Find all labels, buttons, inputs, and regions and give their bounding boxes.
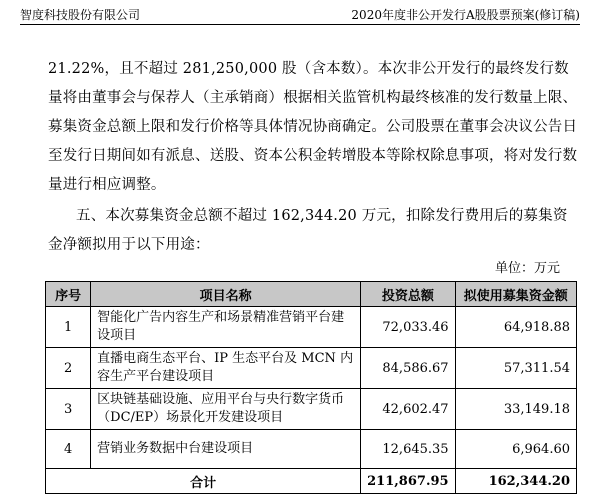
row-no: 1 [46,307,91,348]
paragraph-fund-usage: 五、本次募集资金总额不超过 162,344.20 万元，扣除发行费用后的募集资金净额拟用于以下用途： [48,208,568,253]
paragraph-issuance-quantity: 21.22%，且不超过 281,250,000 股（含本数）。本次非公开发行的最终发行数量将由董事会与保荐人（主承销商）根据相关监管机构最终核准的发行数量上限、募集资金总额上限和发行价格等具体情况协商确定。公司股票在董事会决议公告日至发行日期间如有派息、送股、资本公积金转增股本等除权除息事项，将对发行数量进行相应调整。 [48,61,578,193]
table-total-row [46,469,577,494]
row-raised-funds: 57,311.54 [455,348,576,389]
table-row [46,430,577,469]
row-total-investment: 84,586.67 [361,348,455,389]
table-header-row [46,282,577,307]
header-no: 序号 [46,282,91,307]
row-project-name: 直播电商生态平台、IP 生态平台及 MCN 内容生产平台建设项目 [91,348,361,389]
document-title: 2020年度非公开发行A股股票预案(修订稿) [351,8,580,22]
header-project-name: 项目名称 [91,282,361,307]
row-total-investment: 12,645.35 [361,430,455,469]
row-project-name: 区块链基础设施、应用平台与央行数字货币（DC/EP）场景化开发建设项目 [91,389,361,430]
row-raised-funds: 6,964.60 [455,430,576,469]
table-row [46,389,577,430]
row-total-investment: 72,033.46 [361,307,455,348]
total-investment: 211,867.95 [361,469,455,494]
row-no: 2 [46,348,91,389]
fund-usage-table [45,281,577,494]
row-raised-funds: 33,149.18 [455,389,576,430]
page-header [20,4,580,25]
unit-label: 单位：万元 [494,261,560,276]
row-no: 3 [46,389,91,430]
row-no: 4 [46,430,91,469]
company-name: 智度科技股份有限公司 [20,8,141,22]
header-raised-funds: 拟使用募集资金额 [455,282,576,307]
header-total-investment: 投资总额 [361,282,455,307]
total-label: 合计 [46,469,361,494]
table-row [46,307,577,348]
row-total-investment: 42,602.47 [361,389,455,430]
table-row [46,348,577,389]
total-raised-funds: 162,344.20 [455,469,576,494]
row-raised-funds: 64,918.88 [455,307,576,348]
row-project-name: 营销业务数据中台建设项目 [91,430,361,469]
row-project-name: 智能化广告内容生产和场景精准营销平台建设项目 [91,307,361,348]
